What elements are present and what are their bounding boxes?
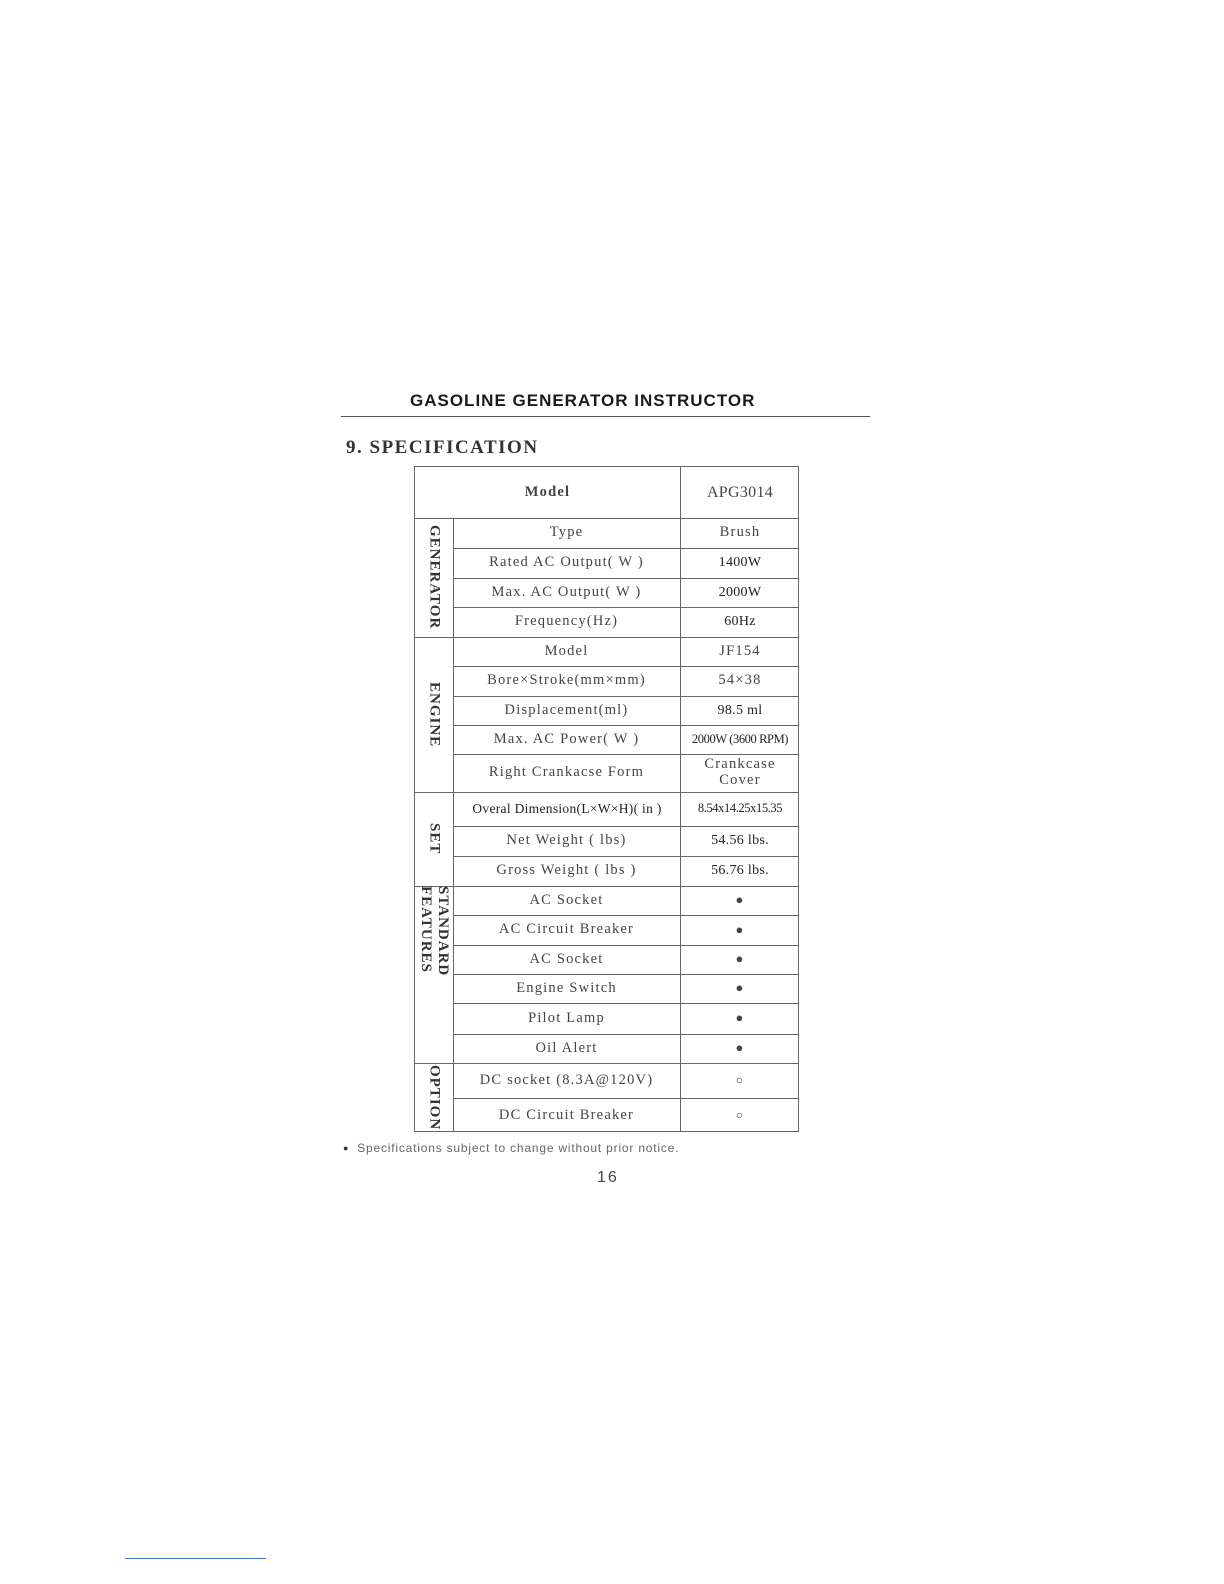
row-value: 98.5 ml: [717, 702, 763, 718]
row-label: Max. AC Power( W ): [493, 730, 640, 747]
row-value: Brush: [719, 524, 761, 541]
included-dot-icon: ●: [735, 892, 745, 908]
row-label: Engine Switch: [516, 979, 617, 996]
row-value: 56.76 lbs.: [711, 863, 769, 879]
row-label: Pilot Lamp: [528, 1009, 605, 1026]
group-option: OPTION: [426, 1065, 443, 1131]
row-value: 54.56 lbs.: [711, 833, 769, 849]
group-generator: GENERATOR: [426, 525, 443, 630]
row-value: 54×38: [718, 672, 762, 689]
row-label: Displacement(ml): [504, 701, 629, 718]
row-label: Right Crankacse Form: [488, 764, 645, 781]
row-value: Crankcase Cover: [704, 756, 776, 788]
row-label: AC Socket: [529, 891, 604, 908]
footnote: [343, 1141, 679, 1155]
row-value: 2000W (3600 RPM): [691, 731, 789, 746]
optional-circle-icon: ○: [735, 1107, 745, 1122]
bullet-icon: ●: [343, 1143, 350, 1153]
row-label: Oil Alert: [535, 1039, 598, 1056]
row-label: Model: [544, 642, 589, 659]
section-title: 9. SPECIFICATION: [346, 437, 539, 458]
row-label: Max. AC Output( W ): [491, 583, 642, 600]
group-standard-features: STANDARD FEATURES: [418, 886, 451, 977]
included-dot-icon: ●: [735, 951, 745, 967]
spec-table: [414, 466, 799, 1132]
row-label: Bore×Stroke(mm×mm): [487, 672, 646, 689]
row-value: JF154: [719, 642, 761, 659]
header-rule: [341, 416, 870, 417]
model-label: Model: [524, 483, 571, 500]
row-label: Rated AC Output( W ): [489, 554, 644, 571]
included-dot-icon: ●: [735, 921, 745, 937]
group-set: SET: [426, 823, 443, 855]
row-value: 1400W: [718, 555, 762, 571]
row-label: AC Socket: [529, 950, 604, 967]
page-number: 16: [597, 1169, 619, 1186]
row-label: DC socket (8.3A@120V): [479, 1071, 654, 1088]
row-label: Frequency(Hz): [514, 613, 619, 630]
included-dot-icon: ●: [735, 980, 745, 996]
row-label: Overal Dimension(L×W×H)( in ): [472, 800, 662, 816]
header-title: GASOLINE GENERATOR INSTRUCTOR: [410, 391, 756, 410]
row-value: 8.54x14.25x15.35: [697, 801, 783, 816]
row-label: Type: [549, 524, 584, 541]
included-dot-icon: ●: [735, 1040, 745, 1056]
row-label: AC Circuit Breaker: [498, 921, 635, 938]
footnote-text: Specifications subject to change without prior notice.: [357, 1141, 680, 1155]
row-label: DC Circuit Breaker: [498, 1106, 635, 1123]
row-value: 2000W: [718, 584, 762, 600]
bottom-rule: [125, 1558, 266, 1559]
row-label: Gross Weight ( lbs ): [496, 862, 637, 879]
included-dot-icon: ●: [735, 1010, 745, 1026]
row-label: Net Weight ( lbs): [506, 832, 627, 849]
optional-circle-icon: ○: [735, 1072, 745, 1087]
model-value: APG3014: [706, 483, 774, 501]
row-value: 60Hz: [724, 614, 756, 630]
group-engine: ENGINE: [426, 681, 443, 748]
